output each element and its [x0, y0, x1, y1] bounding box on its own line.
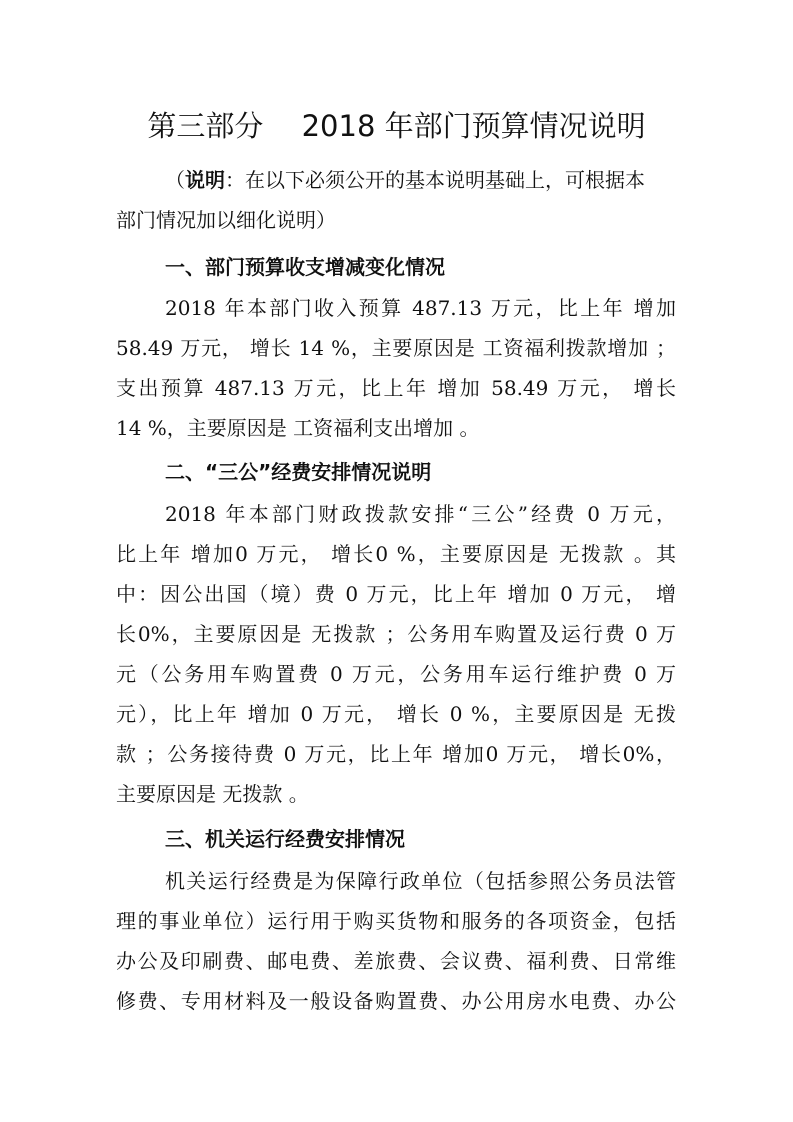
section-heading-1: 一、部门预算收支增减变化情况	[165, 255, 445, 279]
note-line-1	[165, 166, 645, 194]
section2-line-7: 款 ；公务接待费 0 万元，比上年 增加0 万元， 增长0%，	[116, 742, 676, 766]
section2-line-1: 2018 年本部门财政拨款安排“三公”经费 0 万元，	[165, 502, 676, 526]
section2-line-5: 元（公务用车购置费 0 万元，公务用车运行维护费 0 万	[116, 662, 676, 686]
note-open-paren: （	[165, 168, 185, 192]
section3-line-3: 办公及印刷费、邮电费、差旅费、会议费、福利费、日常维	[116, 949, 676, 973]
section2-line-8: 主要原因是 无拨款 。	[116, 782, 309, 806]
note-text-1: ：在以下必须公开的基本说明基础上，可根据本	[225, 168, 645, 192]
section1-line-1: 2018 年本部门收入预算 487.13 万元，比上年 增加	[165, 296, 676, 320]
note-label: 说明	[185, 168, 225, 192]
note-line-2: 部门情况加以细化说明）	[116, 208, 336, 232]
section3-line-1: 机关运行经费是为保障行政单位（包括参照公务员法管	[165, 869, 676, 893]
page-title: 第三部分 2018 年部门预算情况说明	[147, 109, 646, 143]
section-heading-3: 三、机关运行经费安排情况	[165, 827, 405, 851]
section2-line-2: 比上年 增加0 万元， 增长0 %，主要原因是 无拨款 。其	[116, 542, 676, 566]
section3-line-2: 理的事业单位）运行用于购买货物和服务的各项资金，包括	[116, 909, 676, 933]
section1-line-4: 14 %，主要原因是 工资福利支出增加 。	[116, 416, 480, 440]
section1-line-3: 支出预算 487.13 万元，比上年 增加 58.49 万元， 增长	[116, 376, 676, 400]
section3-line-4: 修费、专用材料及一般设备购置费、办公用房水电费、办公	[116, 989, 676, 1013]
section-heading-2: 二、“三公”经费安排情况说明	[165, 460, 432, 484]
section1-line-2: 58.49 万元， 增长 14 %，主要原因是 工资福利拨款增加 ；	[116, 336, 676, 360]
section2-line-3: 中：因公出国（境）费 0 万元，比上年 增加 0 万元， 增	[116, 582, 676, 606]
section2-line-4: 长0%，主要原因是 无拨款 ；公务用车购置及运行费 0 万	[116, 622, 676, 646]
section2-line-6: 元），比上年 增加 0 万元， 增长 0 %，主要原因是 无拨	[116, 702, 676, 726]
